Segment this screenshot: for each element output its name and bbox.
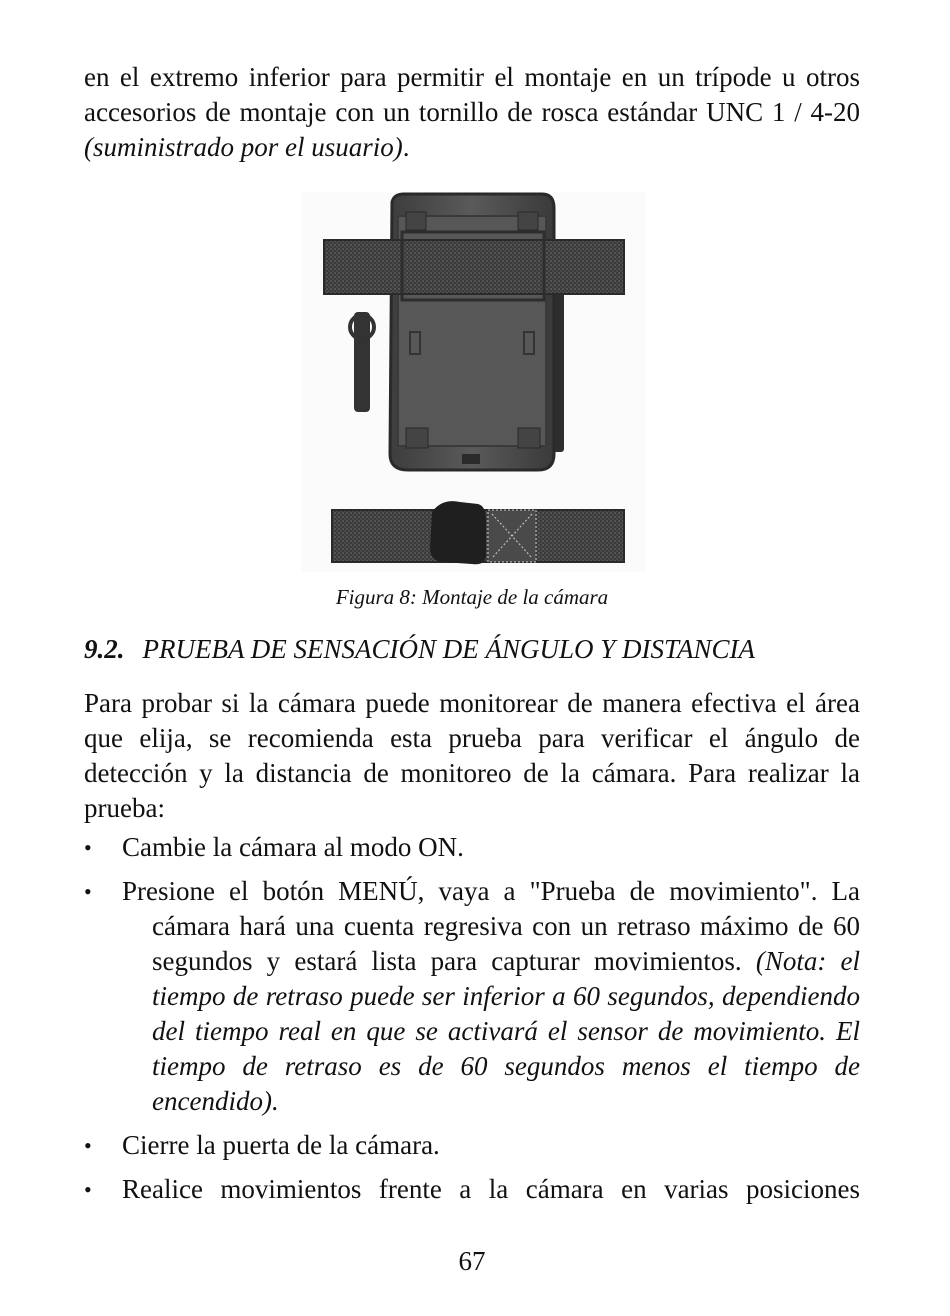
section-title: PRUEBA DE SENSACIÓN DE ÁNGULO Y DISTANCIA <box>142 634 755 664</box>
list-item <box>84 830 860 865</box>
list-item-body: Cierre la puerta de la cámara. <box>122 1130 440 1160</box>
list-item <box>84 874 860 1119</box>
bullet-list <box>84 830 860 1216</box>
camera-mounting-figure <box>302 192 646 572</box>
body-paragraph: Para probar si la cámara puede monitorear de manera efectiva el área que elija, se recomienda esta prueba para verificar el ángulo de detección y la distancia de monitoreo de la cámara. Para realizar la prueba: <box>84 688 860 823</box>
list-item-text <box>84 1128 860 1163</box>
intro-text: en el extremo inferior para permitir el montaje en un trípode u otros accesorios de montaje con un tornillo de rosca estándar UNC 1 / 4-20 <box>84 62 860 127</box>
camera-strap-illustration <box>302 192 646 572</box>
strap-buckle <box>430 501 486 564</box>
top-strap <box>324 240 624 294</box>
figure-caption: Figura 8: Montaje de la cámara <box>335 585 609 609</box>
intro-paragraph <box>84 60 860 165</box>
list-item-text <box>84 874 860 1119</box>
bullet-icon: • <box>84 879 92 904</box>
intro-end: . <box>402 132 410 162</box>
list-item-text <box>84 830 860 865</box>
section-number: 9.2. <box>84 634 125 664</box>
section-heading <box>84 630 860 668</box>
intro-italic-text: (suministrado por el usuario) <box>84 132 403 162</box>
bullet-icon: • <box>84 1177 92 1202</box>
list-item <box>84 1172 860 1207</box>
list-item-body: Presione el botón MENÚ, vaya a "Prueba de movimiento". La cámara hará una cuenta regresiva con un retraso máximo de 60 segundos y estará lista para capturar movimientos. <box>122 876 860 976</box>
page-number: 67 <box>458 1246 486 1276</box>
list-item <box>84 1128 860 1163</box>
list-item-body: Realice movimientos frente a la cámara en varias posiciones <box>122 1174 860 1204</box>
bullet-icon: • <box>84 1133 92 1158</box>
hinge-left <box>354 312 370 412</box>
list-item-note: (Nota: el tiempo de retraso puede ser inferior a 60 segundos, dependiendo del tiempo real en que se activará el sensor de movimiento. El tiempo de retraso es de 60 segundos menos el tiempo de encendido). <box>152 946 860 1116</box>
list-item-text <box>84 1172 860 1207</box>
bullet-icon: • <box>84 835 92 860</box>
list-item-body: Cambie la cámara al modo ON. <box>122 832 464 862</box>
